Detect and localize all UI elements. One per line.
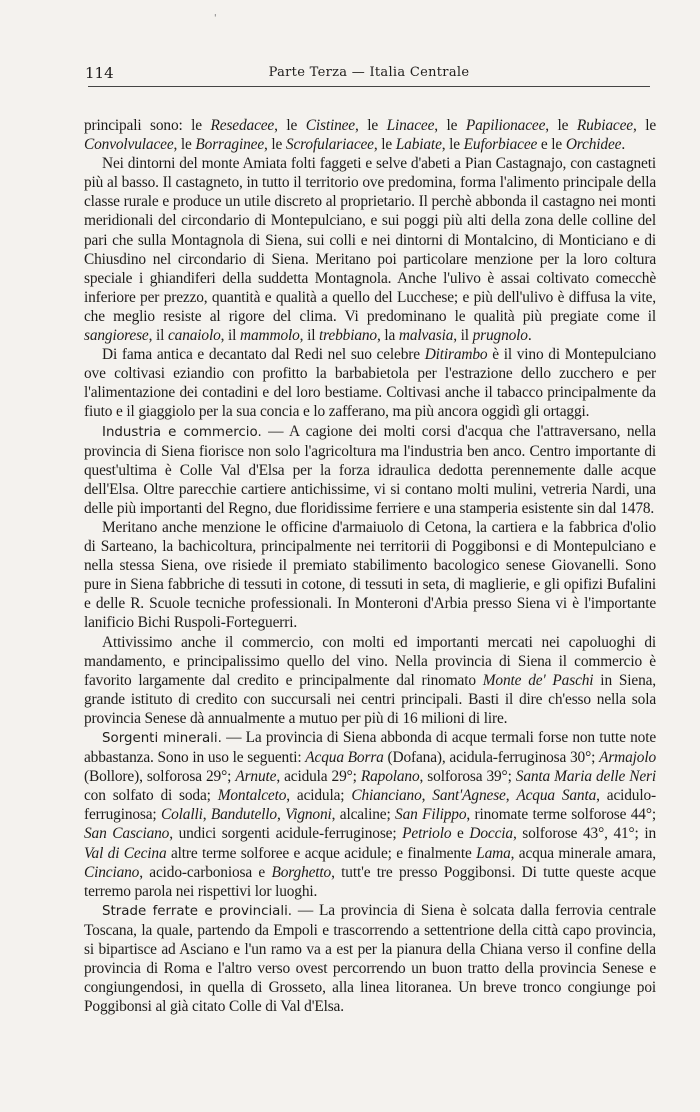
italic-term: Monte de' Paschi — [482, 671, 594, 689]
page-header — [85, 64, 650, 87]
italic-term: Armajolo — [599, 749, 657, 767]
text-run: , alcaline; — [331, 806, 396, 824]
italic-term: Scrofulariacee — [285, 136, 374, 154]
italic-term: Acqua Santa — [516, 787, 597, 805]
italic-term: Sant'Agnese — [432, 787, 506, 805]
stray-mark: ' — [214, 14, 217, 24]
italic-term: canaiolo — [167, 327, 221, 345]
italic-term: mammolo — [240, 327, 300, 345]
text-run: e — [451, 825, 470, 843]
italic-term: Borghetto — [271, 863, 332, 881]
text-run: , tutt'e tre presso Poggibonsi. Di tutte queste acque terremo parola nei rispettivi lor luoghi. — [84, 863, 656, 900]
italic-term: Arnute — [235, 768, 277, 786]
text-run: , la — [376, 327, 399, 345]
text-run: altre terme solforee e acque acidule; e finalmente — [166, 844, 477, 862]
text-run: , solforosa 39°; — [419, 768, 516, 786]
italic-term: Val di Cecina — [84, 844, 167, 862]
italic-term: Orchidee — [565, 136, 622, 154]
text-run: Di fama antica e decantato dal Redi nel suo celebre — [102, 346, 425, 364]
italic-term: trebbiano — [319, 327, 377, 345]
text-run: , il — [453, 327, 473, 345]
text-run: , acidula 29°; — [276, 768, 361, 786]
text-run: , le — [274, 117, 306, 134]
section-heading: Sorgenti minerali. — [102, 731, 222, 746]
paragraph — [84, 154, 656, 345]
text-run: , — [421, 787, 433, 805]
text-run: , le — [545, 117, 577, 134]
text-run: , le — [441, 136, 464, 154]
text-run: , le — [434, 117, 466, 134]
text-run: , le — [173, 136, 196, 154]
text-run: principali sono: le — [84, 117, 211, 134]
italic-term: Cistinee — [305, 117, 355, 134]
italic-term: Lama — [476, 844, 511, 862]
italic-term: Papilionacee — [465, 117, 546, 134]
text-run: . — [527, 327, 532, 345]
text-run: , — [505, 787, 517, 805]
text-run: con solfato di soda; — [84, 787, 218, 805]
text-run: , acidula; — [286, 787, 352, 805]
text-run: , — [202, 806, 211, 824]
text-run: in Siena, grande istituto di credito con succursali nei centri principali. Basti il dire ch'esso nella sola provincia Senese dà annualmente a mutuo per più di 16 milioni di lire. — [84, 671, 656, 727]
italic-term: Rubiacee — [576, 117, 633, 134]
italic-term: Cinciano — [84, 863, 140, 881]
italic-term: Linacee — [386, 117, 435, 134]
text-run: è il vino di Montepulciano ove coltivasi eziandio con profitto la barbabietola per l'estrazione dello zucchero e per l'alimentazione dei contadini e del loro bestiame. Coltivasi anche il tabacco principalmente da fiuto e il giaggiolo per la sua concia e lo zafferano, ma più ancora oggidì gli ortaggi. — [84, 346, 656, 421]
italic-term: Montalceto — [217, 787, 287, 805]
text-run: (Bollore), solforosa 29°; — [84, 768, 236, 786]
section-paragraph — [84, 901, 656, 1017]
italic-term: Euforbiacee — [463, 136, 538, 154]
text-run: , undici sorgenti acidule-ferruginose; — [169, 825, 403, 843]
text-run: e le — [537, 136, 566, 154]
section-heading: Strade ferrate e provinciali. — [102, 903, 293, 919]
section-paragraph — [84, 422, 656, 518]
text-run: — La provincia di Siena abbonda di acque termali forse non tutte note abbastanza. Sono in uso le seguenti: — [84, 729, 657, 767]
italic-term: Doccia — [469, 825, 513, 843]
italic-term: Labiate — [395, 136, 442, 154]
page-number: 114 — [85, 64, 114, 82]
italic-term: Petriolo — [402, 825, 452, 843]
text-run: — La provincia di Siena è solcata dalla ferrovia centrale Toscana, la quale, partendo da Empoli e trascorrendo a settentrione della città capo provincia, si bipartisce ad Asciano e l'un ramo va a est per la pianura della Chiana verso il confine della provincia di Roma e l'altro verso ovest percorrendo un buon tratto della provincia Senese e congiungendosi, in quella di Grosseto, alla linea litoranea. Un breve tronco congiunge poi Poggibonsi al già citato Colle di Val d'Elsa. — [84, 901, 656, 1016]
italic-term: San Casciano — [84, 825, 170, 843]
italic-term: prugnolo — [472, 327, 528, 345]
text-run: Attivissimo anche il commercio, con molti ed importanti mercati nei capoluoghi di mandamento, e principalissimo quello del vino. Nella provincia di Siena il commercio è favorito largamente dal credito e principalmente dal rinomato — [84, 633, 656, 689]
section-paragraph — [84, 728, 656, 901]
text-run: , rinomate terme solforose 44°; — [466, 806, 656, 824]
italic-term: malvasia — [398, 327, 454, 345]
text-run: , il — [299, 327, 320, 345]
italic-term: Ditirambo — [424, 346, 488, 364]
paragraph — [84, 633, 656, 728]
italic-term: Resedacee — [210, 117, 275, 134]
text-run: Meritano anche menzione le officine d'armaiuolo di Cetona, la cartiera e la fabbrica d'olio di Sarteano, la bachicoltura, principalmente nei territorii di Poggibonsi e di Montepulciano e nella stessa Siena, ove risiede il premiato stabilimento bacologico senese Giovanelli. Sono pure in Siena fabbriche di tessuti in cotone, di tessuti in seta, di maglierie, e gli opifizi Bufalini e delle R. Scuole tecniche professionali. In Monteroni d'Arbia presso Siena vi è l'importante lanificio Bichi Ruspoli-Forteguerri. — [84, 518, 656, 632]
italic-term: Santa Maria delle Neri — [515, 768, 656, 786]
italic-term: Convolvulacee — [84, 136, 174, 154]
text-run: (Dofana), acidula-ferruginosa 30°; — [383, 749, 600, 767]
text-run: , solforose 43°, 41°; in — [512, 825, 657, 843]
paragraph — [84, 345, 656, 421]
text-run: , il — [148, 327, 168, 345]
italic-term: Borraginee — [195, 136, 265, 154]
italic-term: Rapolano — [360, 768, 420, 786]
text-run: , — [276, 806, 286, 824]
italic-term: Colalli — [161, 806, 203, 824]
italic-term: Chianciano — [351, 787, 422, 805]
italic-term: Acqua Borra — [305, 749, 384, 767]
paragraph — [84, 518, 656, 633]
italic-term: sangiorese — [84, 327, 149, 345]
running-title: Parte Terza — Italia Centrale — [268, 65, 470, 80]
text-run: , acido-carboniosa e — [139, 863, 272, 881]
text-run: , le — [264, 136, 286, 154]
text-run: Nei dintorni del monte Amiata folti faggeti e selve d'abeti a Pian Castagnajo, con castagneti più al basso. Il castagneto, in tutto il territorio ove predomina, forma l'alimento principale della classe rurale e produce un utile discreto al proprietario. Il perchè abbonda il castagno nei monti meridionali del circondario di Montepulciano, e sui poggi più alti della zona delle colline del pari che sulla Montagnola di Siena, sui colli e nei dintorni di Montalcino, di Monticiano e di Chiusdino nel circondario di Siena. Meritano poi particolare menzione per la loro coltura speciale i ghiandiferi della suddetta Montagnola. Anche l'ulivo è assai coltivato comecchè inferiore per prezzo, quantità e qualità a quello del Lucchese; e più dell'ulivo è diffusa la vite, che meglio resiste al rigore del clima. Vi predominano le qualità più pregiate come il — [84, 155, 656, 325]
section-heading: Industria e commercio. — [102, 424, 262, 440]
text-run: , acidulo-ferruginosa; — [84, 787, 656, 824]
text-run: , le — [373, 136, 396, 154]
text-run: — A cagione dei molti corsi d'acqua che l'attraversano, nella provincia di Siena fiorisce non solo l'agricoltura ma l'industria ben anco. Centro importante di quest'ultima è Colle Val d'Elsa per la forza idraulica dedotta perennemente dalle acque dell'Elsa. Oltre parecchie cartiere antichissime, vi si contano molti mulini, vetreria Nardi, una delle più importanti del Regno, due floridissime ferriere e una stamperia esistente sin dal 1478. — [84, 422, 656, 517]
italic-term: Vignoni — [285, 806, 332, 824]
text-run: . — [621, 136, 626, 154]
italic-term: San Filippo — [395, 806, 467, 824]
text-run: , le — [632, 117, 657, 134]
paragraph — [84, 116, 656, 154]
italic-term: Bandutello — [210, 806, 277, 824]
text-run: , acqua minerale amara, — [510, 844, 656, 862]
body-text — [84, 116, 656, 1016]
text-run: , le — [354, 117, 387, 134]
text-run: , il — [220, 327, 241, 345]
